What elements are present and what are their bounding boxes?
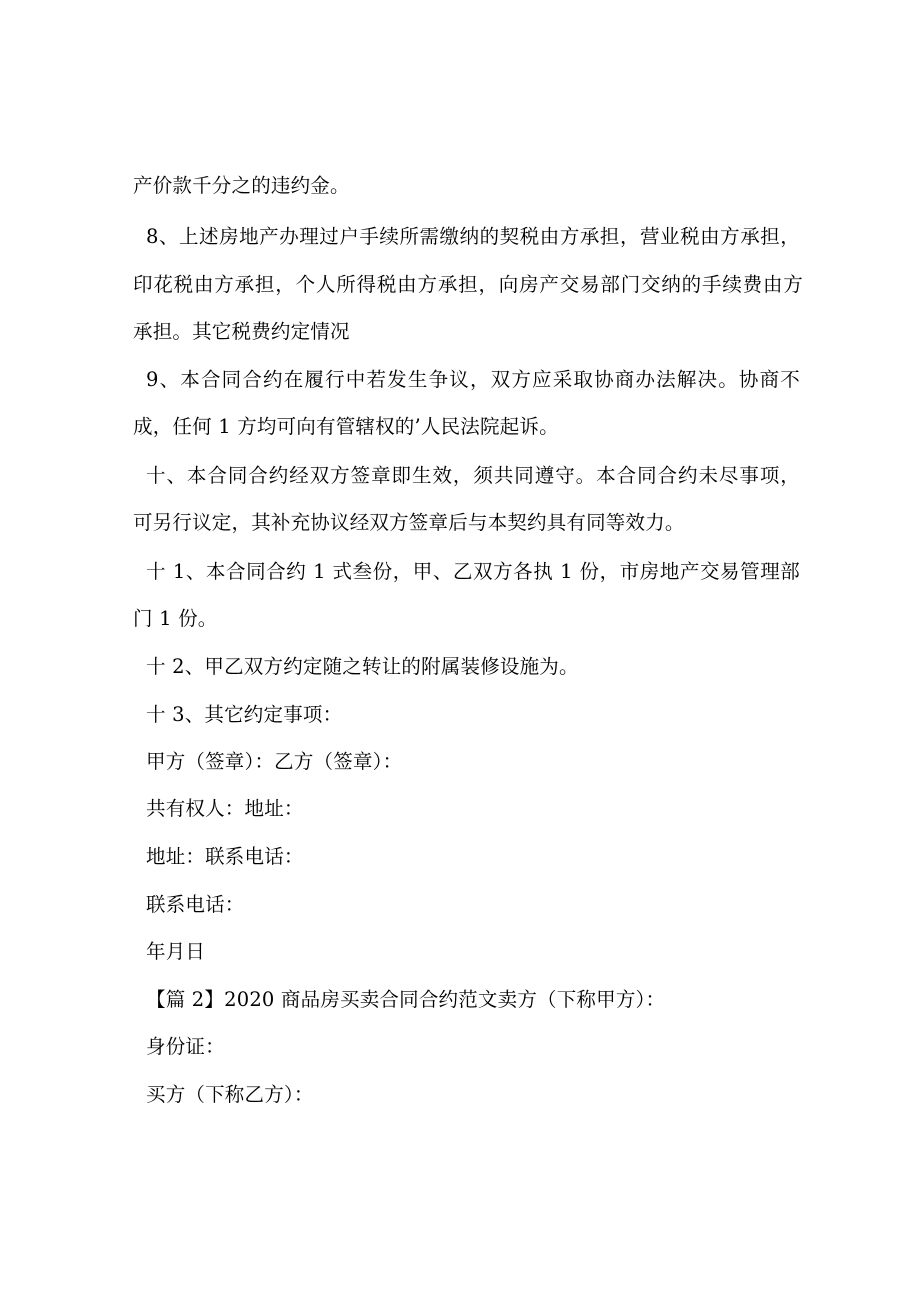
text-line-7: 十、本合同合约经双方签章即生效，须共同遵守。本合同合约未尽事项， bbox=[146, 464, 800, 487]
text-line-12: 十 3、其它约定事项： bbox=[146, 703, 343, 726]
text-line-5: 9、本合同合约在履行中若发生争议，双方应采取协商办法解决。协商不 bbox=[146, 368, 800, 391]
text-line-13: 甲方（签章）：乙方（签章）： bbox=[146, 750, 403, 773]
text-line-16: 联系电话： bbox=[146, 893, 245, 916]
text-line-19: 身份证： bbox=[146, 1035, 225, 1058]
text-line-15: 地址：联系电话： bbox=[146, 845, 304, 868]
text-line-11: 十 2、甲乙双方约定随之转让的附属装修设施为。 bbox=[146, 655, 579, 678]
text-line-1: 产价款千分之的违约金。 bbox=[133, 174, 350, 197]
text-line-10: 门 1 份。 bbox=[133, 607, 218, 630]
text-line-6: 成，任何 1 方均可向有管辖权的’人民法院起诉。 bbox=[133, 415, 559, 438]
text-line-9: 十 1、本合同合约 1 式叁份，甲、乙双方各执 1 份，市房地产交易管理部 bbox=[146, 560, 800, 583]
text-line-8: 可另行议定，其补充协议经双方签章后与本契约具有同等效力。 bbox=[133, 511, 685, 534]
text-line-14: 共有权人：地址： bbox=[146, 797, 304, 820]
text-line-17: 年月日 bbox=[146, 940, 206, 963]
text-line-18: 【篇 2】2020 商品房买卖合同合约范文卖方（下称甲方）： bbox=[146, 988, 666, 1011]
text-line-20: 买方（下称乙方）： bbox=[146, 1083, 314, 1106]
text-line-2: 8、上述房地产办理过户手续所需缴纳的契税由方承担，营业税由方承担， bbox=[146, 225, 800, 248]
text-line-4: 承担。其它税费约定情况 bbox=[133, 320, 350, 343]
text-line-3: 印花税由方承担，个人所得税由方承担，向房产交易部门交纳的手续费由方 bbox=[133, 273, 803, 296]
